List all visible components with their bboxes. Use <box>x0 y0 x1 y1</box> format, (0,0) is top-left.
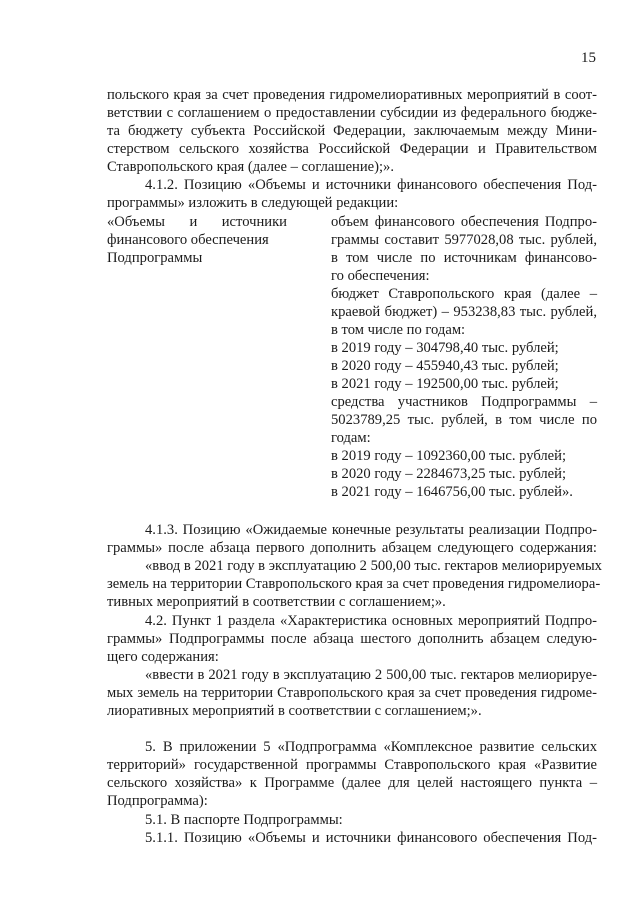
table-right-line: в 2021 году – 1646756,00 тыс. рублей». <box>331 484 573 500</box>
text-line: 5.1. В паспорте Подпрограммы: <box>145 812 343 828</box>
text-line: «ввести в 2021 году в эксплуатацию 2 500,00 тыс. гектаров мелиорируе- <box>145 667 597 683</box>
table-right-line: в 2020 году – 2284673,25 тыс. рублей; <box>331 466 567 482</box>
table-right-line: бюджет Ставропольского края (далее – <box>331 286 597 302</box>
text-line: сельского хозяйства» к Программе (далее для целей настоящего пункта – <box>107 775 597 791</box>
table-right-line: в 2019 году – 1092360,00 тыс. рублей; <box>331 448 567 464</box>
table-right-line: в том числе по годам: <box>331 322 466 338</box>
table-right-line: го обеспечения: <box>331 268 430 284</box>
table-right-line: средства участников Подпрограммы – <box>331 394 597 410</box>
table-left-line: Подпрограммы <box>107 250 203 266</box>
text-line: земель на территории Ставропольского края за счет проведения гидромелиора- <box>107 576 601 592</box>
text-line: территорий» государственной программы Ставропольского края «Развитие <box>107 757 597 773</box>
table-right-line: в 2021 году – 192500,00 тыс. рублей; <box>331 376 559 392</box>
text-line: «ввод в 2021 году в эксплуатацию 2 500,00 тыс. гектаров мелиорируемых <box>145 558 602 574</box>
table-right-line: краевой бюджет) – 953238,83 тыс. рублей, <box>331 304 597 320</box>
text-line: граммы» Подпрограммы после абзаца шестого дополнить абзацем следую- <box>107 631 597 647</box>
table-right-line: 5023789,25 тыс. рублей, в том числе по <box>331 412 597 428</box>
text-line: 5.1.1. Позицию «Объемы и источники финансового обеспечения Под- <box>145 830 597 846</box>
text-line: программы» изложить в следующей редакции: <box>107 195 399 211</box>
table-right-line: в 2019 году – 304798,40 тыс. рублей; <box>331 340 559 356</box>
text-line: та бюджету субъекта Российской Федерации, заключаемым между Мини- <box>107 123 597 139</box>
text-line: 4.1.3. Позицию «Ожидаемые конечные результаты реализации Подпро- <box>145 522 597 538</box>
table-left-line: «Объемы и источники <box>107 214 287 230</box>
text-line: лиоративных мероприятий в соответствии с соглашением;». <box>107 703 482 719</box>
text-line: мых земель на территории Ставропольского края за счет проведения гидроме- <box>107 685 597 701</box>
text-line: Ставропольского края (далее – соглашение);». <box>107 159 395 175</box>
table-right-line: объем финансового обеспечения Подпро- <box>331 214 597 230</box>
text-line: польского края за счет проведения гидромелиоративных мероприятий в соот- <box>107 87 597 103</box>
text-line: 4.2. Пункт 1 раздела «Характеристика основных мероприятий Подпро- <box>145 613 597 629</box>
text-line: щего содержания: <box>107 649 219 665</box>
text-line: стерством сельского хозяйства Российской Федерации и Правительством <box>107 141 597 157</box>
text-line: 4.1.2. Позицию «Объемы и источники финансового обеспечения Под- <box>145 177 597 193</box>
text-line: тивных мероприятий в соответствии с соглашением;». <box>107 594 446 610</box>
page-number: 15 <box>581 50 596 66</box>
text-line: Подпрограмма): <box>107 793 208 809</box>
table-right-line: в том числе по источникам финансово- <box>331 250 597 266</box>
table-right-line: в 2020 году – 455940,43 тыс. рублей; <box>331 358 559 374</box>
text-line: граммы» после абзаца первого дополнить абзацем следующего содержания: <box>107 540 597 556</box>
table-right-line: годам: <box>331 430 371 446</box>
text-line: 5. В приложении 5 «Подпрограмма «Комплексное развитие сельских <box>145 739 597 755</box>
table-left-line: финансового обеспечения <box>107 232 269 248</box>
text-line: ветствии с соглашением о предоставлении субсидии из федерального бюдже- <box>107 105 597 121</box>
table-right-line: граммы составит 5977028,08 тыс. рублей, <box>331 232 597 248</box>
